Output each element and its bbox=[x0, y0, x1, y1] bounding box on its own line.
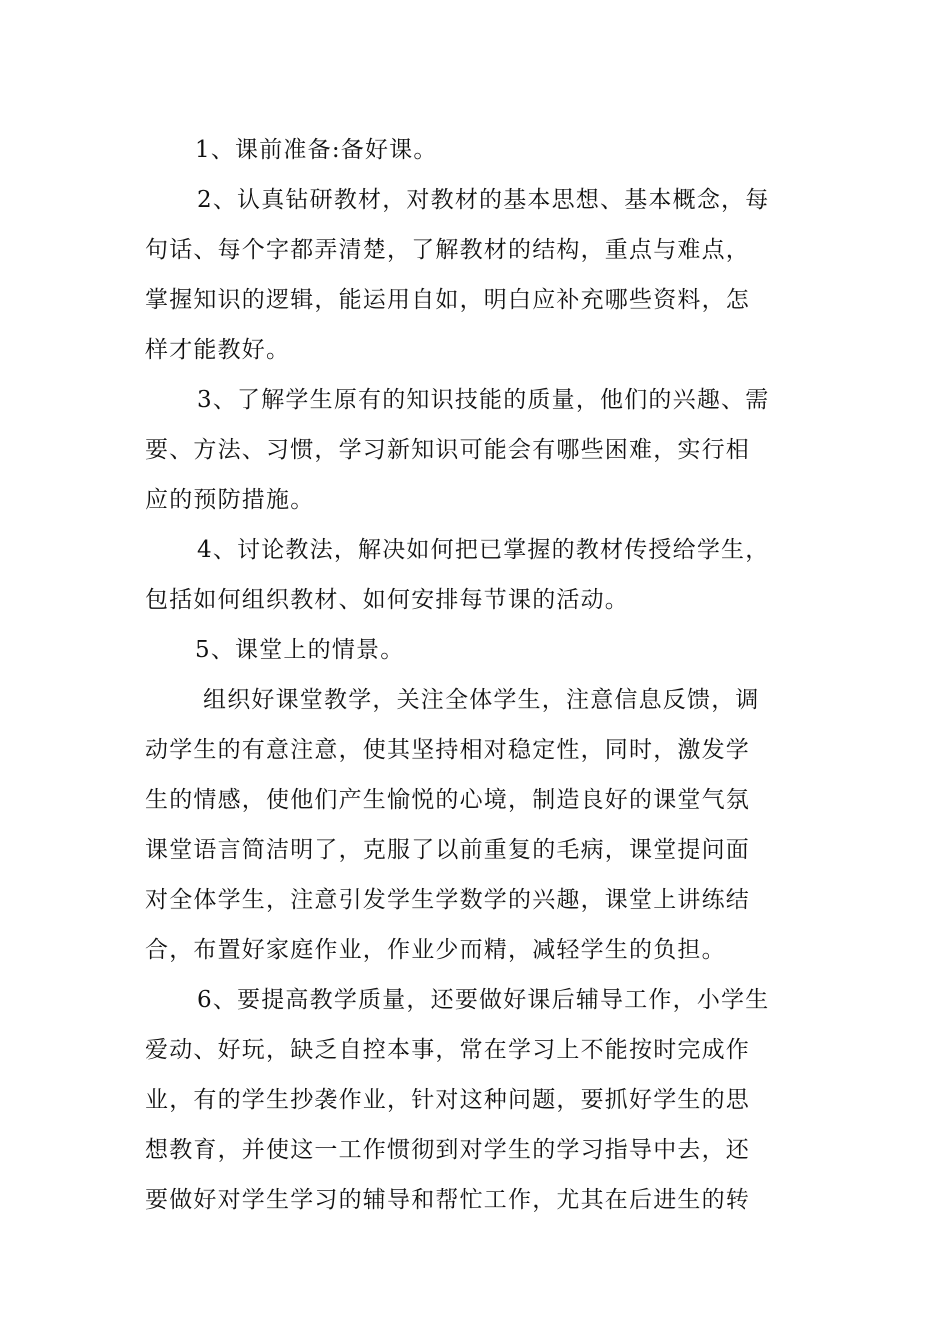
text-line: 2、认真钻研教材，对教材的基本思想、基本概念，每 bbox=[197, 187, 770, 213]
text-line: 业，有的学生抄袭作业，针对这种问题，要抓好学生的思 bbox=[145, 1087, 750, 1113]
text-line: 5、课堂上的情景。 bbox=[195, 637, 405, 663]
text-line: 6、要提高教学质量，还要做好课后辅导工作，小学生 bbox=[197, 987, 770, 1013]
text-line: 掌握知识的逻辑，能运用自如，明白应补充哪些资料，怎 bbox=[145, 287, 750, 313]
text-line: 组织好课堂教学，关注全体学生，注意信息反馈，调 bbox=[203, 687, 760, 713]
text-line: 1、课前准备:备好课。 bbox=[195, 137, 438, 163]
text-line: 想教育，并使这一工作惯彻到对学生的学习指导中去，还 bbox=[145, 1137, 750, 1163]
text-line: 合，布置好家庭作业，作业少而精，减轻学生的负担。 bbox=[145, 937, 726, 963]
text-line: 要、方法、习惯，学习新知识可能会有哪些困难，实行相 bbox=[145, 437, 750, 463]
text-line: 应的预防措施。 bbox=[145, 487, 315, 513]
text-line: 对全体学生，注意引发学生学数学的兴趣，课堂上讲练结 bbox=[145, 887, 750, 913]
text-line: 要做好对学生学习的辅导和帮忙工作，尤其在后进生的转 bbox=[145, 1187, 750, 1213]
text-line: 3、了解学生原有的知识技能的质量，他们的兴趣、需 bbox=[197, 387, 770, 413]
text-line: 课堂语言简洁明了，克服了以前重复的毛病，课堂提问面 bbox=[145, 837, 750, 863]
text-line: 动学生的有意注意，使其坚持相对稳定性，同时，激发学 bbox=[145, 737, 750, 763]
text-line: 样才能教好。 bbox=[145, 337, 291, 363]
text-line: 4、讨论教法，解决如何把已掌握的教材传授给学生， bbox=[197, 537, 770, 563]
text-line: 句话、每个字都弄清楚，了解教材的结构，重点与难点， bbox=[145, 237, 750, 263]
text-line: 生的情感，使他们产生愉悦的心境，制造良好的课堂气氛 bbox=[145, 787, 750, 813]
text-line: 包括如何组织教材、如何安排每节课的活动。 bbox=[145, 587, 629, 613]
text-line: 爱动、好玩，缺乏自控本事，常在学习上不能按时完成作 bbox=[145, 1037, 750, 1063]
